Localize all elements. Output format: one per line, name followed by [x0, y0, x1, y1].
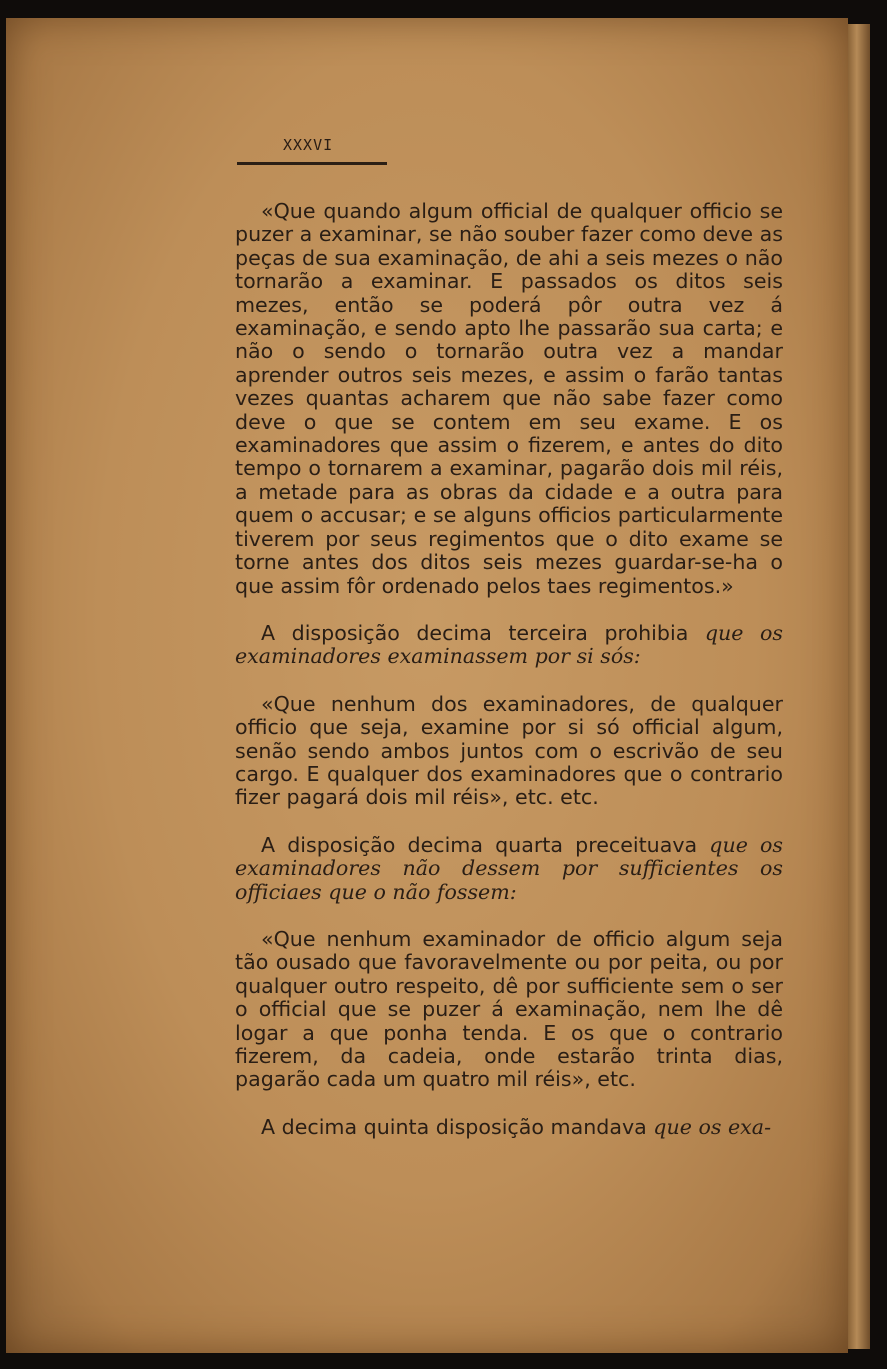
paragraph-quote-3: «Que nenhum examinador de officio algum seja tão ousado que favoravelmente ou por peita, ou por qualquer outro respeito, dê por sufficiente sem o ser o official que se puzer á examinação, nem lhe dê logar a que ponha tenda. E os que o contrario fizerem, da cadeia, onde estarão trinta dias, pagarão cada um quatro mil réis», etc.: [235, 926, 783, 1092]
paragraph-italic: que os examinadores examinassem por si sós:: [235, 620, 783, 669]
paragraph-quote-1: «Que quando algum official de qualquer officio se puzer a examinar, se não souber fazer como deve as peças de sua examinação, de ahi a seis mezes o não tornarão a examinar. E passados os ditos seis mezes, então se poderá pôr outra vez á examinação, e sendo apto lhe passarão sua carta; e não o sendo o tornarão outra vez a mandar aprender outros seis mezes, e assim o farão tantas vezes quantas acharem que não sabe fazer como deve o que se contem em seu exame. E os examinadores que assim o fizerem, e antes do dito tempo o tornarem a examinar, pagarão dois mil réis, a metade para as obras da cidade e a outra para quem o accusar; e se alguns officios particularmente tiverem por seus regimentos que o dito exame se torne antes dos ditos seis mezes guardar-se-ha o que assim fôr ordenado pelos taes regimentos.»: [235, 199, 783, 598]
paragraph-text: A disposição decima terceira prohibia: [261, 620, 705, 645]
header-rule: [237, 162, 387, 165]
paragraph-14th-disposition: [235, 834, 783, 904]
paragraph-quote-2: «Que nenhum dos examinadores, de qualquer officio que seja, examine por si só official algum, senão sendo ambos juntos com o escrivão de seu cargo. E qualquer dos examinadores que o contrario fizer pagará dois mil réis», etc. etc.: [235, 691, 783, 810]
paragraph-13th-disposition: [235, 622, 783, 669]
body-text: [235, 200, 783, 1139]
paragraph-italic: que os examinadores não dessem por sufficientes os officiaes que o não fossem:: [235, 832, 784, 904]
page-number: XXXVI: [283, 136, 334, 154]
paragraph-text: A decima quinta disposição mandava: [261, 1114, 654, 1139]
paragraph-italic: que os exa-: [653, 1114, 772, 1139]
paragraph-text: A disposição decima quarta preceituava: [261, 832, 710, 857]
paragraph-15th-disposition: [235, 1116, 783, 1139]
page-edge: [848, 24, 870, 1349]
